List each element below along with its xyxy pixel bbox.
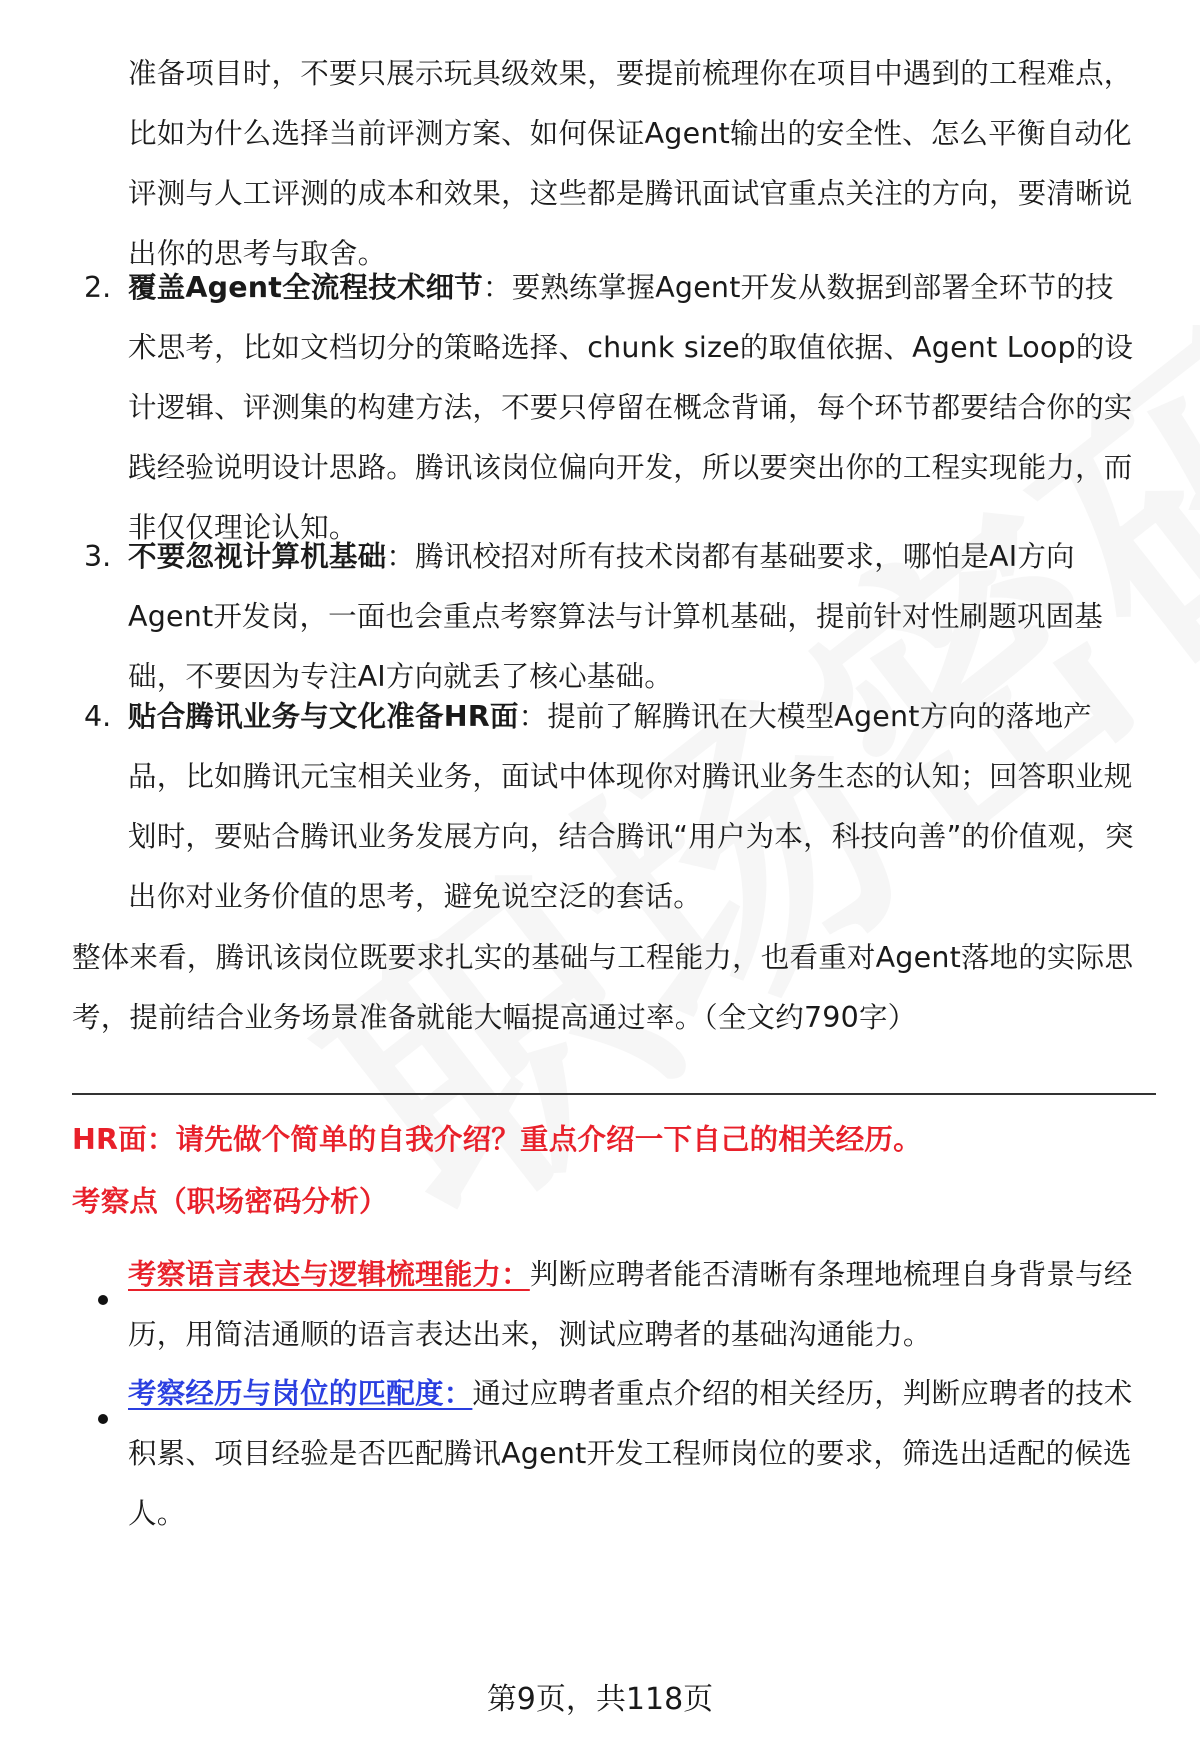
hr-question: HR面：请先做个简单的自我介绍？重点介绍一下自己的相关经历。 — [72, 1123, 922, 1156]
summary-paragraph: 整体来看，腾讯该岗位既要求扎实的基础与工程能力，也看重对Agent落地的实际思考，提前结合业务场景准备就能大幅提高通过率。（全文约790字） — [72, 941, 1134, 1034]
analysis-bullet-2 — [128, 1364, 1138, 1544]
list-item-2 — [128, 258, 1138, 558]
list-item-3 — [128, 527, 1138, 707]
analysis-bullet-2-text: 通过应聘者重点介绍的相关经历，判断应聘者的技术积累、项目经验是否匹配腾讯Agent开发工程师岗位的要求，筛选出适配的候选人。 — [128, 1377, 1133, 1530]
list-item-4-title: 贴合腾讯业务与文化准备HR面 — [128, 700, 519, 733]
analysis-title: 考察点（职场密码分析） — [72, 1185, 388, 1218]
list-item-2-text: ：要熟练掌握Agent开发从数据到部署全环节的技术思考，比如文档切分的策略选择、chunk size的取值依据、Agent Loop的设计逻辑、评测集的构建方法，不要只停留在概念背诵，每个环节都要结合你的实践经验说明设计思路。腾讯该岗位偏向开发，所以要突出你的工程实现能力，而非仅仅理论认知。 — [128, 271, 1134, 544]
list-item-3-title: 不要忽视计算机基础 — [128, 540, 387, 573]
list-item-1-continuation: 准备项目时，不要只展示玩具级效果，要提前梳理你在项目中遇到的工程难点，比如为什么选择当前评测方案、如何保证Agent输出的安全性、怎么平衡自动化评测与人工评测的成本和效果，这些都是腾讯面试官重点关注的方向，要清晰说出你的思考与取舍。 — [128, 57, 1133, 270]
list-item-2-number: 2. — [84, 271, 112, 304]
page-number: 第9页，共118页 — [486, 1682, 714, 1717]
list-item-3-number: 3. — [84, 540, 112, 573]
list-item-4 — [128, 687, 1138, 927]
analysis-bullet-1-text: 判断应聘者能否清晰有条理地梳理自身背景与经历，用简洁通顺的语言表达出来，测试应聘者的基础沟通能力。 — [128, 1258, 1133, 1351]
analysis-bullet-1-title: 考察语言表达与逻辑梳理能力： — [128, 1258, 530, 1291]
list-item-4-number: 4. — [84, 700, 112, 733]
analysis-bullet-1 — [128, 1245, 1138, 1365]
analysis-bullet-2-title: 考察经历与岗位的匹配度： — [128, 1377, 473, 1410]
bullet-dot — [98, 1295, 108, 1305]
list-item-4-text: ：提前了解腾讯在大模型Agent方向的落地产品，比如腾讯元宝相关业务，面试中体现你对腾讯业务生态的认知；回答职业规划时，要贴合腾讯业务发展方向，结合腾讯“用户为本，科技向善”的价值观，突出你对业务价值的思考，避免说空泛的套话。 — [128, 700, 1134, 913]
list-item-2-title: 覆盖Agent全流程技术细节 — [128, 271, 484, 304]
list-item-3-text: ：腾讯校招对所有技术岗都有基础要求，哪怕是AI方向Agent开发岗，一面也会重点考察算法与计算机基础，提前针对性刷题巩固基础，不要因为专注AI方向就丢了核心基础。 — [128, 540, 1104, 693]
bullet-dot — [98, 1414, 108, 1424]
section-divider — [72, 1093, 1156, 1095]
